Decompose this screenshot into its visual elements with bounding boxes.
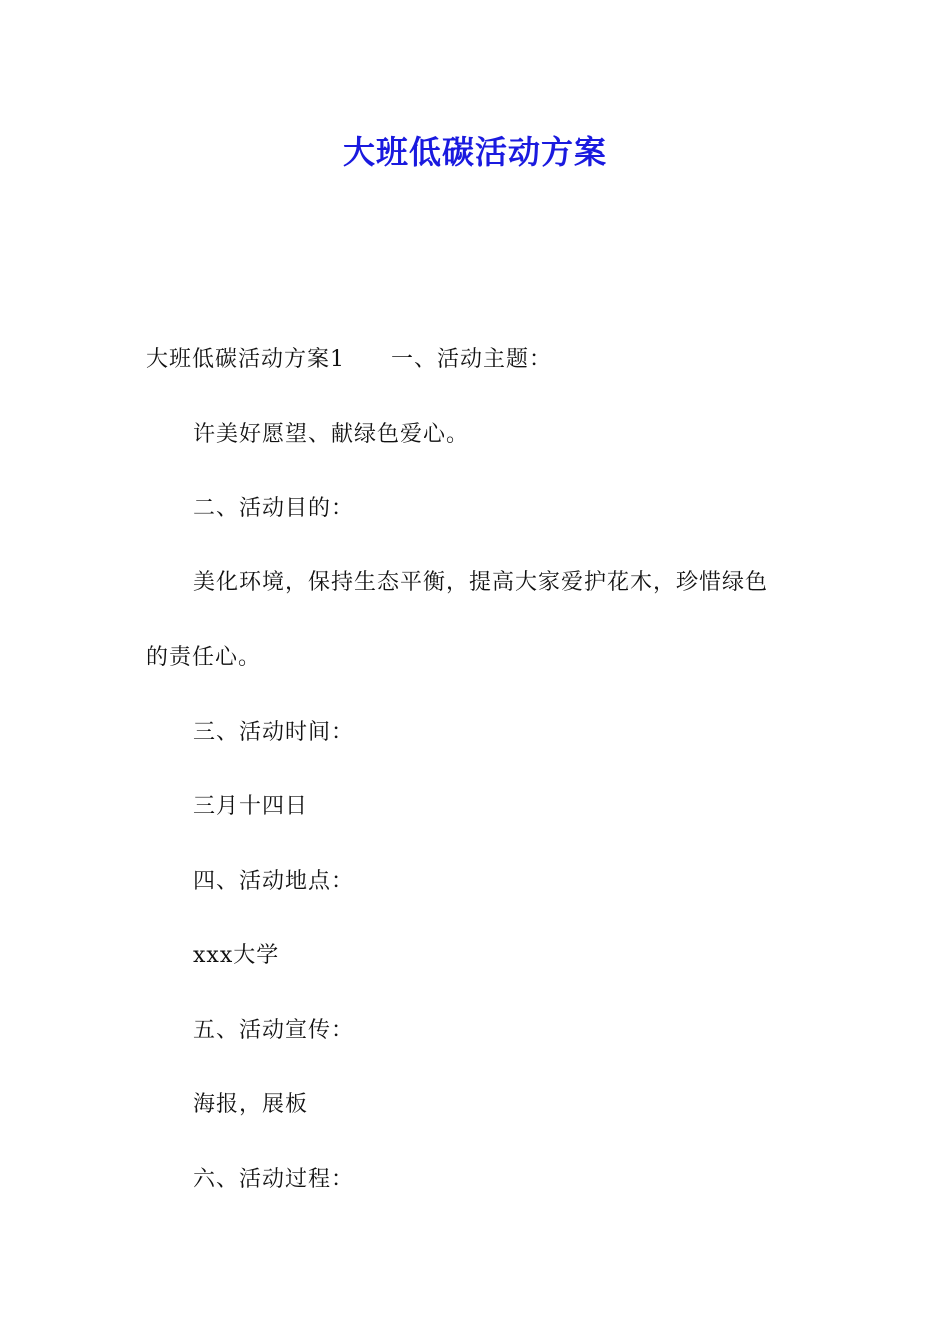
section-heading-process: 六、活动过程： <box>193 1167 355 1192</box>
section-heading-location: 四、活动地点： <box>193 869 355 894</box>
section-heading-time: 三、活动时间： <box>193 720 355 745</box>
document-title: 大班低碳活动方案 <box>342 133 607 171</box>
paragraph-goal: 美化环境，保持生态平衡，提高大家爱护花木，珍惜绿色 <box>193 570 769 595</box>
paragraph-goal-continued: 的责任心。 <box>146 645 262 670</box>
paragraph-location: xxx大学 <box>193 943 280 968</box>
first-line <box>146 345 552 375</box>
paragraph-publicity: 海报，展板 <box>193 1092 309 1117</box>
section-heading-goal: 二、活动目的： <box>193 496 355 521</box>
paragraph-theme: 许美好愿望、献绿色爱心。 <box>193 422 470 447</box>
plan-heading: 大班低碳活动方案1 <box>146 347 345 372</box>
paragraph-time: 三月十四日 <box>193 794 309 819</box>
section-heading-publicity: 五、活动宣传： <box>193 1018 355 1043</box>
section-heading-theme: 一、活动主题： <box>391 347 553 372</box>
